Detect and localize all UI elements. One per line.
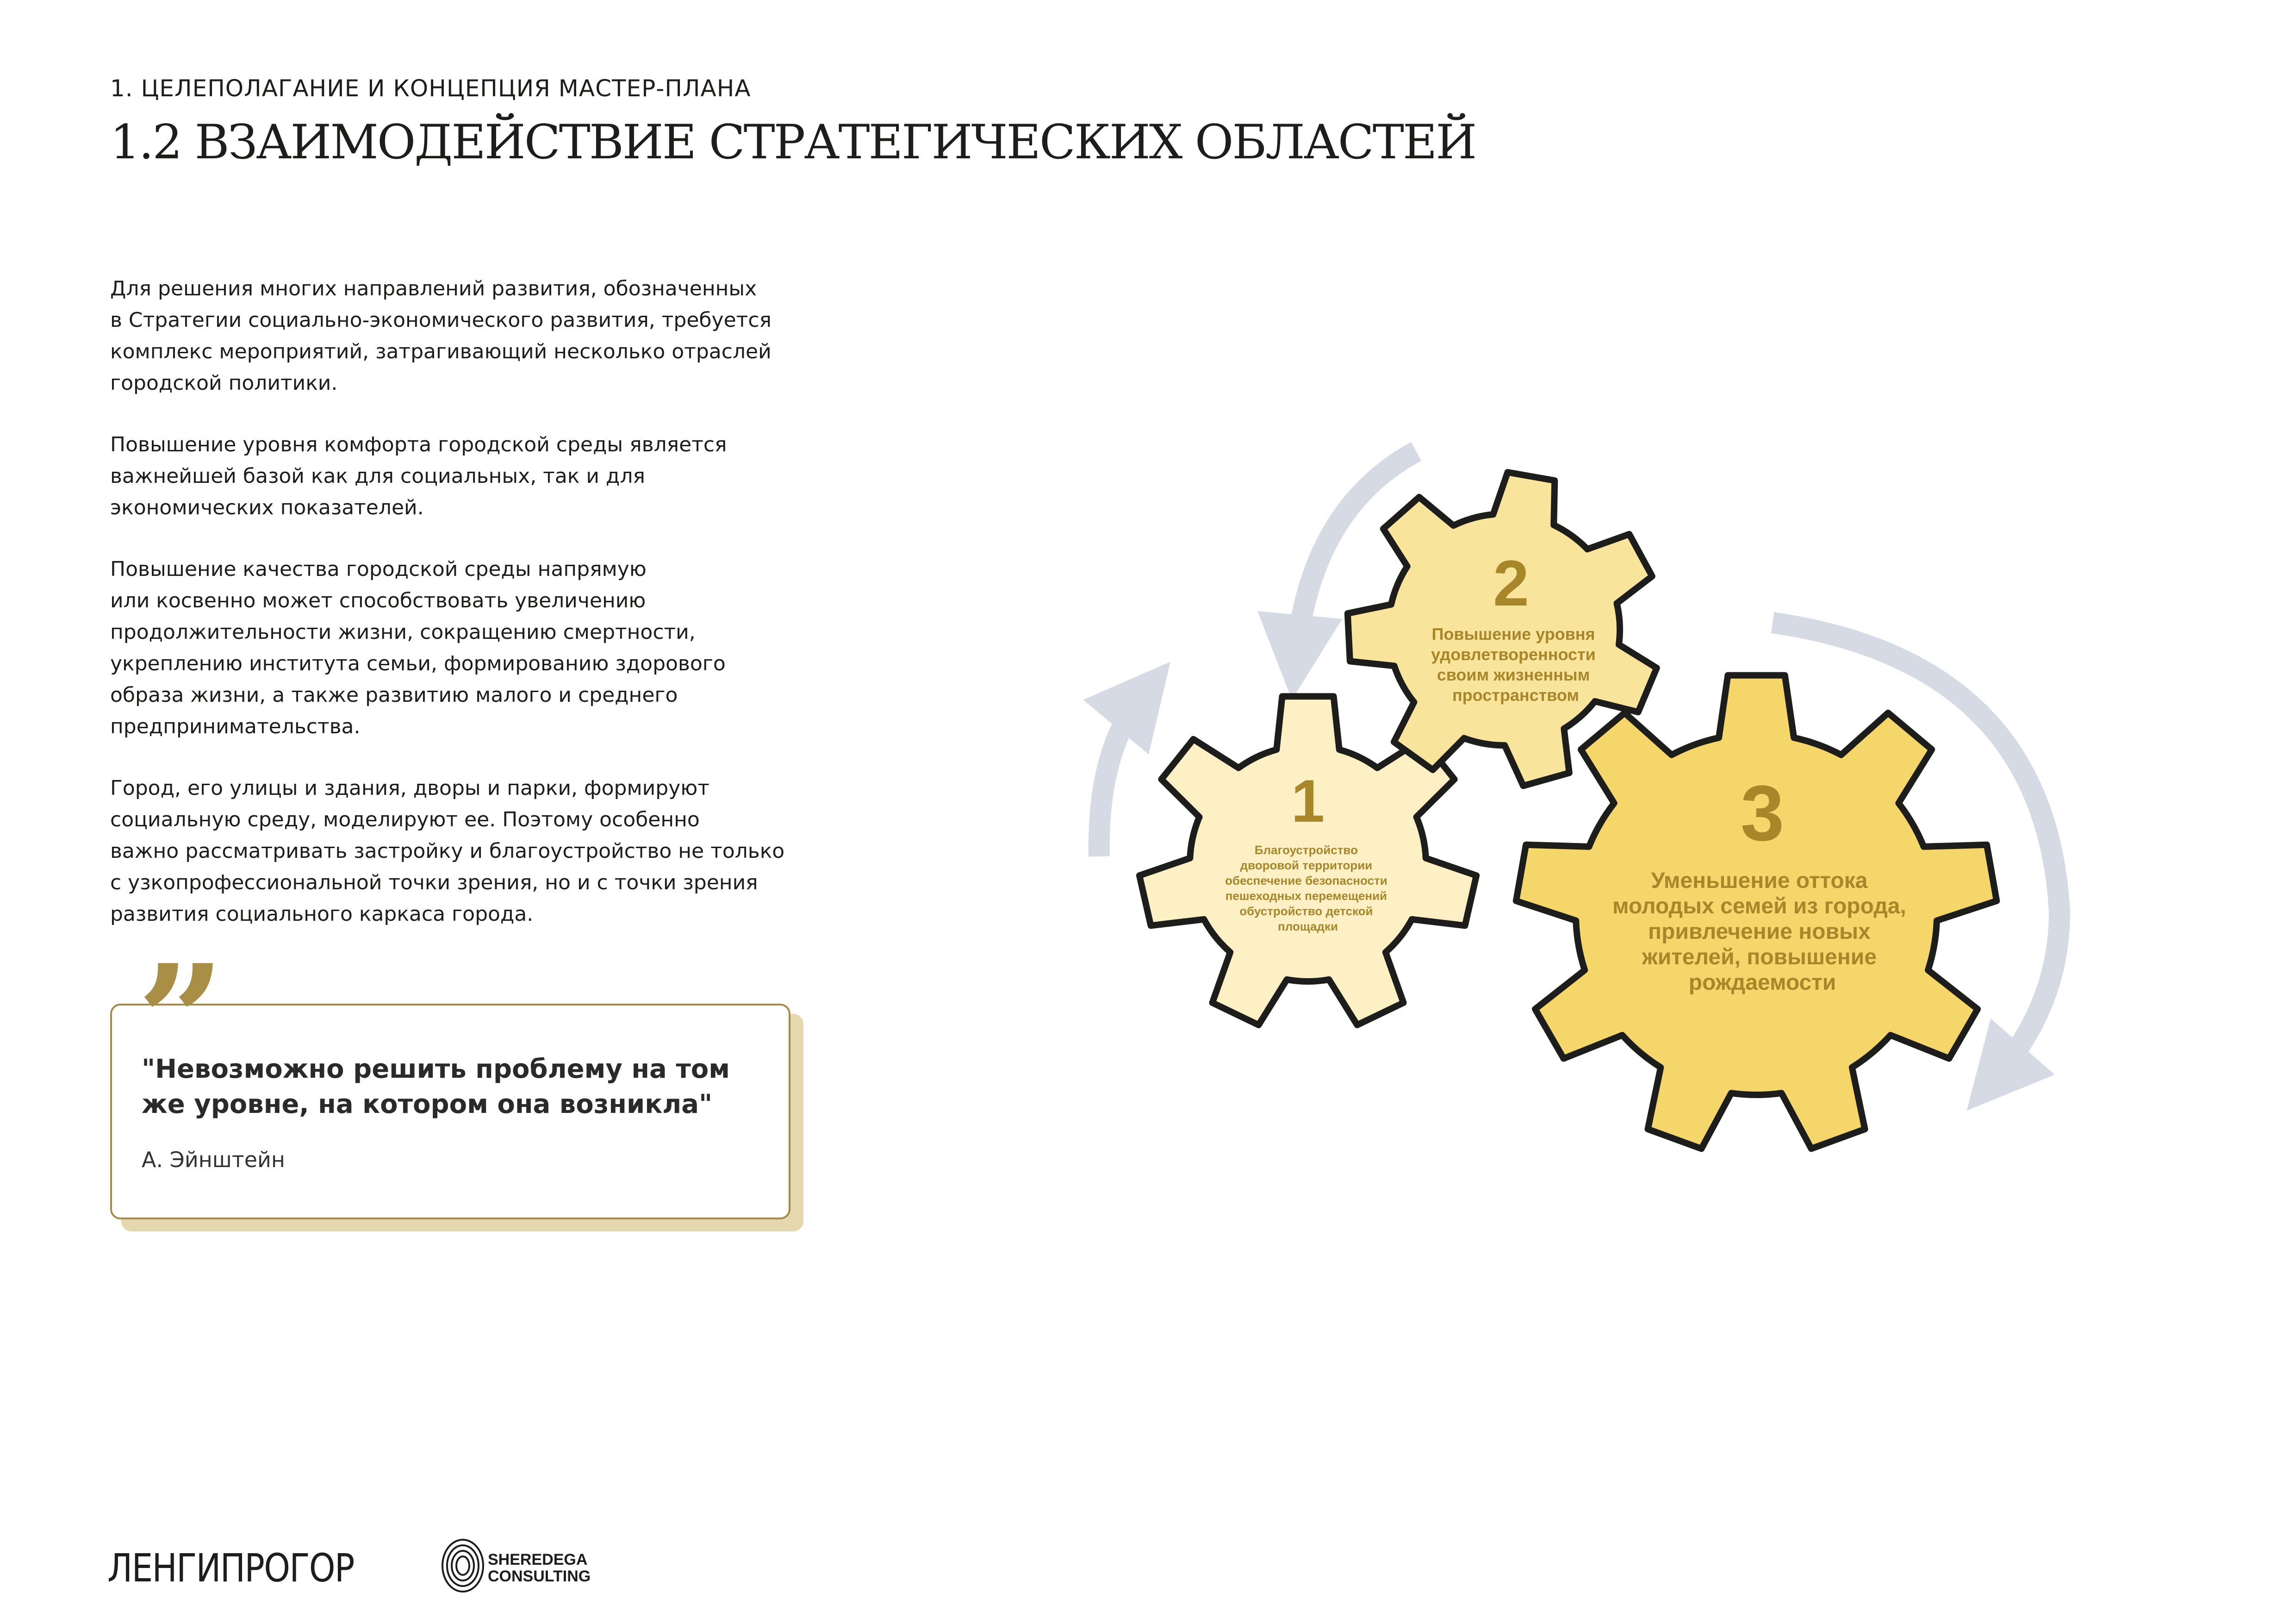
gear-2-label-line: удовлетворенности [1431,645,1596,664]
gear-3-label-line: рождаемости [1688,970,1836,995]
gear-2-number: 2 [1493,547,1529,619]
lengiprogor-logo: ЛЕНГИПРОГОР [107,1545,354,1591]
paragraph: Повышение качества городской среды напрямую или косвенно может способствовать увеличению продолжительности жизни, сокращению смертности, укреплению института семьи, формированию здорового образа жизни, а также развитию малого и среднего предпринимательства. [110,557,726,738]
gear-2-label-line: пространством [1452,686,1580,705]
gear-3-label-line: молодых семей из города, [1612,894,1906,918]
paragraph: Город, его улицы и здания, дворы и парки, формируют социальную среду, моделируют ее. Поэтому особенно важно рассматривать застройку и благоустройство не только с узкопрофессиональной точки зрения, но и с точки зрения развития социального каркаса города. [110,776,785,926]
quote-author: А. Эйнштейн [142,1147,285,1172]
page-title: 1.2 ВЗАИМОДЕЙСТВИЕ СТРАТЕГИЧЕСКИХ ОБЛАСТЕЙ [110,115,1476,170]
gear-1-label-line: обеспечение безопасности [1225,874,1388,887]
cycle-arrow-left [1099,694,1143,856]
sheredega-logo-line2: CONSULTING [488,1568,591,1585]
gear-1-label-line: пешеходных перемещений [1225,889,1388,903]
gear-3-label-line: привлечение новых [1648,919,1871,944]
gear-3-number: 3 [1740,769,1785,857]
gear-1-label-line: обустройство детской [1239,904,1373,918]
gear-1-label-line: дворовой территории [1240,858,1373,872]
gear-1-number: 1 [1291,767,1325,835]
gear-2-label-line: Повышение уровня [1431,625,1595,643]
gear-1-label-line: площадки [1278,919,1338,933]
gear-3-label-line: Уменьшение оттока [1651,868,1868,893]
paragraph: Повышение уровня комфорта городской среды является важнейшей базой как для социальных, так и для экономических показателей. [110,433,727,519]
quote-mark-icon: ” [137,931,225,1111]
sheredega-logo-line1: SHEREDEGA [488,1551,588,1568]
gear-1-label-line: Благоустройство [1254,843,1358,857]
paragraph: Для решения многих направлений развития, обозначенных в Стратегии социально-экономического развития, требуется комплекс мероприятий, затрагивающий несколько отраслей городской политики. [110,277,772,395]
quote-text: "Невозможно решить проблему на том же уровне, на котором она возникла" [142,1054,730,1119]
section-heading: 1. ЦЕЛЕПОЛАГАНИЕ И КОНЦЕПЦИЯ МАСТЕР-ПЛАНА [110,75,751,102]
gear-3-label-line: жителей, повышение [1642,945,1877,969]
gear-2-label-line: своим жизненным [1437,665,1590,684]
